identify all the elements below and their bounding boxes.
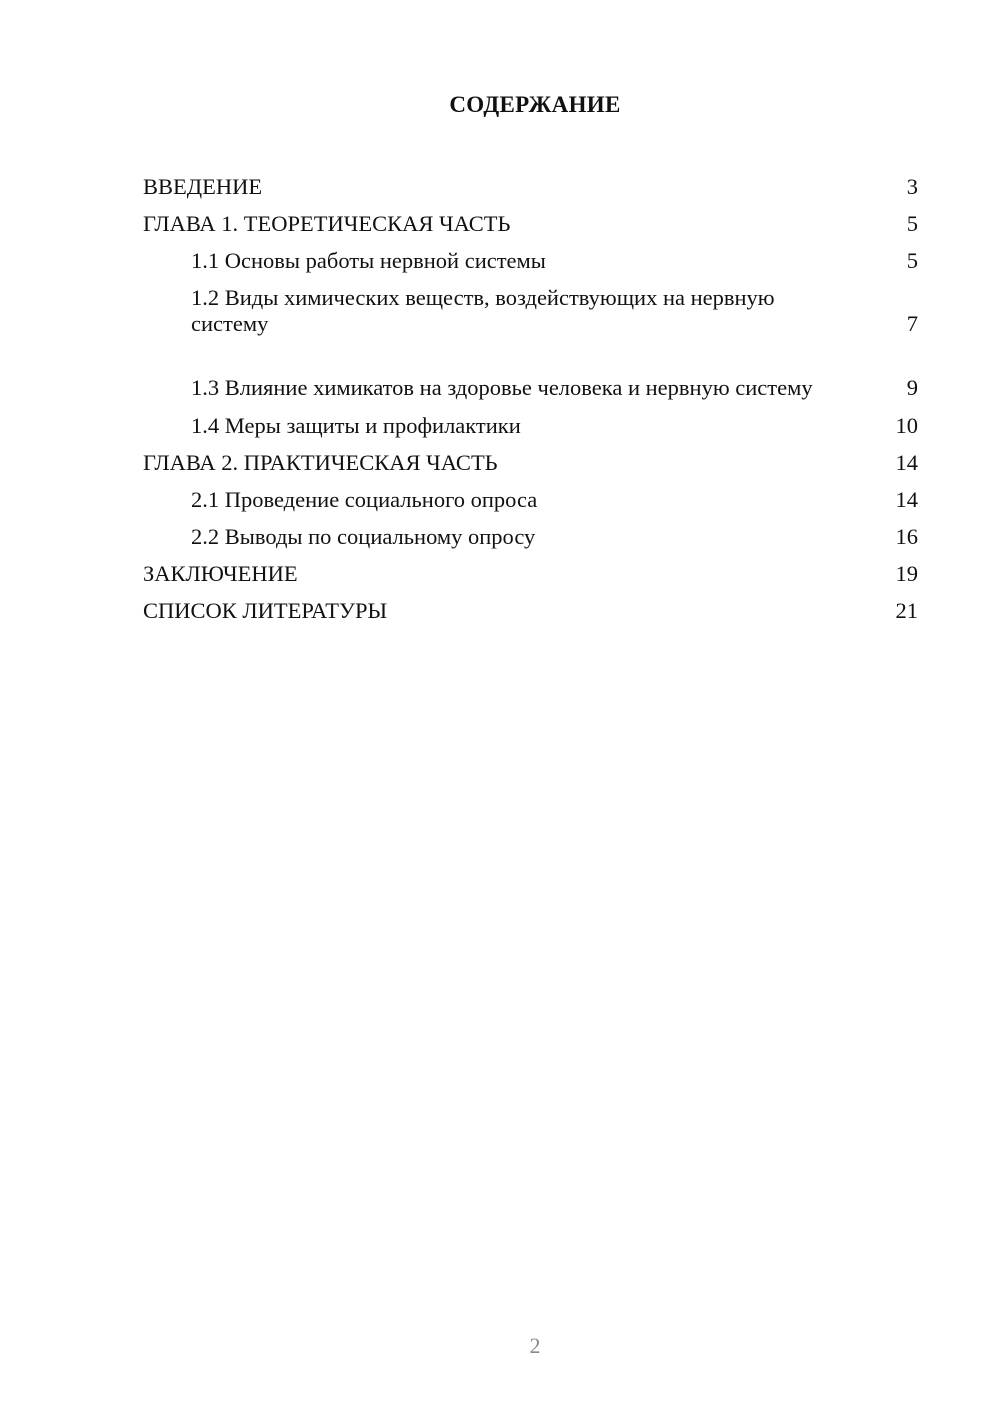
toc-entry-label: 1.4 Меры защиты и профилактики xyxy=(191,412,521,438)
toc-entry-label: 2.1 Проведение социального опроса xyxy=(191,486,538,512)
toc-entry-section-1-2[interactable] xyxy=(143,279,918,343)
toc-entry-page: 5 xyxy=(906,247,918,273)
toc-entry-label: ГЛАВА 2. ПРАКТИЧЕСКАЯ ЧАСТЬ xyxy=(143,449,498,475)
toc-entry-page: 16 xyxy=(895,523,918,549)
toc-entry-page: 10 xyxy=(895,412,918,438)
toc-entry-page: 14 xyxy=(895,449,918,475)
toc-title: СОДЕРЖАНИЕ xyxy=(449,92,621,117)
toc-entry-page: 19 xyxy=(895,560,918,586)
toc-entry-chapter-2[interactable] xyxy=(143,444,918,481)
toc-entry-page: 14 xyxy=(895,486,918,512)
toc-entry-page: 21 xyxy=(895,597,918,623)
toc-entry-section-1-4[interactable] xyxy=(143,407,918,444)
toc-entry-label: ГЛАВА 1. ТЕОРЕТИЧЕСКАЯ ЧАСТЬ xyxy=(143,210,511,236)
page-number: 2 xyxy=(529,1333,541,1358)
toc-entry-introduction[interactable] xyxy=(143,168,918,205)
toc-entry-conclusion[interactable] xyxy=(143,555,918,592)
toc-entry-label: 1.2 Виды химических веществ, воздействующих на нервную систему xyxy=(191,285,775,336)
toc-entry-page: 3 xyxy=(906,173,918,199)
toc-entry-section-2-1[interactable] xyxy=(143,481,918,518)
toc-entry-section-2-2[interactable] xyxy=(143,518,918,555)
toc-entry-label: ВВЕДЕНИЕ xyxy=(143,173,263,199)
toc-entry-chapter-1[interactable] xyxy=(143,205,918,242)
toc-entry-label: СПИСОК ЛИТЕРАТУРЫ xyxy=(143,597,388,623)
toc-entry-label: 1.1 Основы работы нервной системы xyxy=(191,247,546,273)
toc-entry-label: 2.2 Выводы по социальному опросу xyxy=(191,523,536,549)
toc-entry-page: 5 xyxy=(906,210,918,236)
toc-entry-page: 9 xyxy=(906,375,918,400)
toc-entry-section-1-3[interactable] xyxy=(143,343,918,407)
toc-entry-references[interactable] xyxy=(143,592,918,629)
toc-entry-label: ЗАКЛЮЧЕНИЕ xyxy=(143,560,298,586)
toc-entry-page: 7 xyxy=(906,311,918,336)
toc-entry-section-1-1[interactable] xyxy=(143,242,918,279)
table-of-contents xyxy=(143,168,918,629)
toc-entry-label: 1.3 Влияние химикатов на здоровье человека и нервную систему xyxy=(191,375,813,400)
